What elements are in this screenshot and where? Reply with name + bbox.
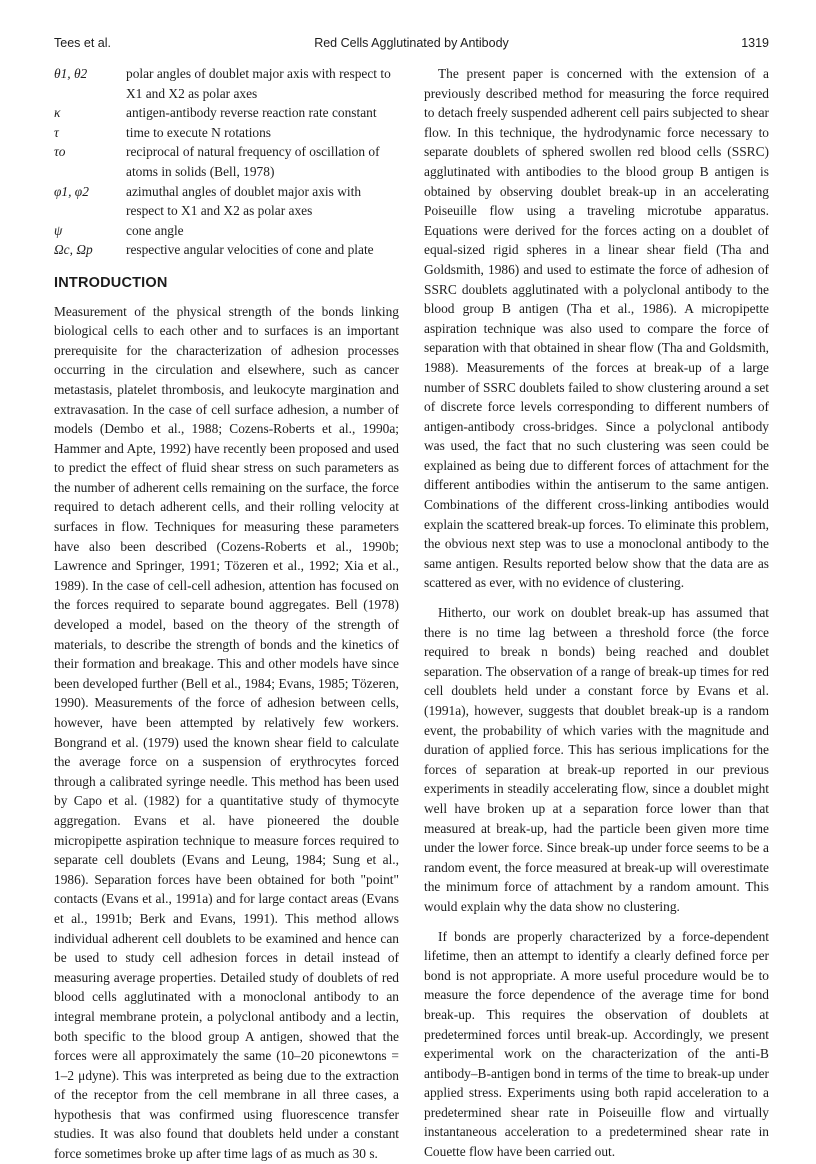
header-title: Red Cells Agglutinated by Antibody [314,36,509,50]
page-number: 1319 [741,36,769,50]
symbol: τ [54,124,59,140]
symbol-row [54,182,399,221]
body-paragraph: If bonds are properly characterized by a force-dependent lifetime, then an attempt to identify a clearly defined force per bond is not appropriate. A more useful procedure would be to measure the force dependence of the average time for bond break-up. This requires the observation of doublets at predetermined forces until break-up. Accordingly, we present experimental work on the characterization of the anti-B antibody–B-antigen bond in terms of the time to break-up under applied stress. Experiments using both rapid acceleration to a predetermined shear rate in Poiseuille flow and virtually instantaneous acceleration to a predetermined shear rate in Couette flow have been carried out. [424,928,769,1160]
symbol-definition: respective angular velocities of cone and plate [126,242,374,258]
symbol: ψ [54,222,63,238]
symbol-definition: time to execute N rotations [126,124,272,140]
introduction-paragraph: Measurement of the physical strength of the bonds linking biological cells to each other and to surfaces is an important prerequisite for the characterization of adhesion processes occurring in the circulation and elsewhere, such as cancer metastasis, platelet thrombosis, and leukocyte margination and extravasation. In the case of cell surface adhesion, a number of models (Dembo et al., 1988; Cozens-Roberts et al., 1990a; Hammer and Apte, 1992) have recently been proposed and used to predict the effect of fluid shear stress on such parameters as the number of adherent cells remaining on the surface, the force required to detach adherent cells, and their rolling velocity at surfaces in flow. Techniques for measuring these parameters have also been described (Cozens-Roberts et al., 1990b; Lawrence and Springer, 1991; Tözeren et al., 1992; Xia et al., 1989). In the case of cell-cell adhesion, attention has focused on the forces required to separate bound aggregates. Bell (1978) developed a model, based on the theory of the strength of materials, to describe the strength of bonds and the kinetics of their formation and breakage. This and other models have since been developed further (Bell et al., 1984; Evans, 1985; Tözeren, 1990). Measurements of the force of adhesion between cells, however, have been attempted by relatively few workers. Bongrand et al. (1979) used the known shear field to calculate the average force on a suspension of erythrocytes forced through a calibrated syringe needle. This method has been used by Capo et al. (1982) for a quantitative study of thymocyte aggregation. Evans et al. have pioneered the double micropipette aspiration technique to measure forces required to separate cell doublets (Evans and Leung, 1984; Sung et al., 1986). Separation forces have been obtained for both "point" contacts (Evans et al., 1991a) and for large contact areas (Evans et al., 1991b; Berk and Evans, 1991). This method allows individual adherent cell doublets to be examined and hence can be used to study cell adhesion forces in detail instead of measuring average properties. Detailed study of doublets of red blood cells agglutinated with a monoclonal antibody to an integral membrane protein, a polyclonal antibody and a lectin, both specific to the blood group A antigen, showed that the forces were all approximately the same (10–20 piconewtons = 1–2 μdyne). This was interpreted as being due to the extraction of the receptor from the cell membrane in all three cases, a hypothesis that was confirmed using fluorescence transfer studies. It was also found that doublets held under a constant force sometimes broke up after time lags of as much as 30 s. [54,303,399,1162]
symbol: κ [54,105,61,121]
symbol-row [54,123,399,143]
symbol-definition: reciprocal of natural frequency of oscillation of atoms in solids (Bell, 1978) [126,144,380,179]
section-heading: INTRODUCTION [54,274,168,291]
symbol: Ωc, Ωp [54,242,93,258]
header-authors: Tees et al. [54,36,111,50]
symbol-definition: polar angles of doublet major axis with respect to X1 and X2 as polar axes [126,66,391,101]
body-paragraph: Hitherto, our work on doublet break-up has assumed that there is no time lag between a threshold force (the force required to break n bonds) being reached and doublet separation. The observation of a range of break-up times for red cell doublets held under a constant force by Evans et al. (1991a), however, suggests that doublet break-up is a random event, the probability of which varies with the magnitude and duration of applied force. This has serious implications for the forces of separation at break-up reported in our previous experiments in steadily accelerating flow, since a doublet might well have broken up at a separation force lower than that measured at break-up, had the particle been given more time under the lower force. Since break-up under force seems to be a random event, the force measured at break-up will overestimate the minimum force of attachment by a random amount. This would explain why the data show no clustering. [424,605,769,914]
body-paragraph: The present paper is concerned with the extension of a previously described method for measuring the force required to detach freely suspended adherent cell pairs subjected to shear flow. In this technique, the hydrodynamic force necessary to separate doublets of sphered swollen red blood cells (SSRC) agglutinated with antibodies to the blood group B antigen is obtained by observing doublet break-up in an accelerating Poiseuille flow using a traveling microtube apparatus. Equations were derived for the forces acting on a doublet of equal-sized rigid spheres in a linear shear field (Tha and Goldsmith, 1986) and used to estimate the force of adhesion of SSRC doublets agglutinated with a polyclonal antibody to the blood group B antigen (Tha et al., 1986). A micropipette aspiration technique was also used to compare the force of separation with that obtained in shear flow (Tha and Goldsmith, 1988). Measurements of the forces at break-up of a large number of SSRC doublets failed to show clustering around a set of discrete force levels corresponding to different numbers of antigen-antibody cross-bridges. Since a polyclonal antibody was used, the fact that no such clustering was seen could be explained as being due to different forces of attachment for the different antibodies within the antiserum to the same antigen. Combinations of the different cross-linking antibodies would explain the scattered break-up forces. To eliminate this problem, the obvious next step was to use a monoclonal antibody to the same antigen. Results reported below show that the data are as scattered as ever, with no evidence of clustering. [424,66,769,591]
symbol-row [54,240,399,260]
symbol-row [54,142,399,181]
symbol-list [54,64,399,260]
symbol-definition: cone angle [126,222,184,238]
symbol-row [54,64,399,103]
symbol-row [54,103,399,123]
symbol-definition: azimuthal angles of doublet major axis with respect to X1 and X2 as polar axes [126,183,362,219]
left-column [54,64,399,1164]
symbol: θ1, θ2 [54,66,88,81]
right-column [424,64,769,1162]
running-header [54,36,769,54]
symbol-row [54,221,399,241]
symbol: φ1, φ2 [54,183,89,199]
symbol: τo [54,144,66,160]
symbol-definition: antigen-antibody reverse reaction rate constant [126,105,377,121]
